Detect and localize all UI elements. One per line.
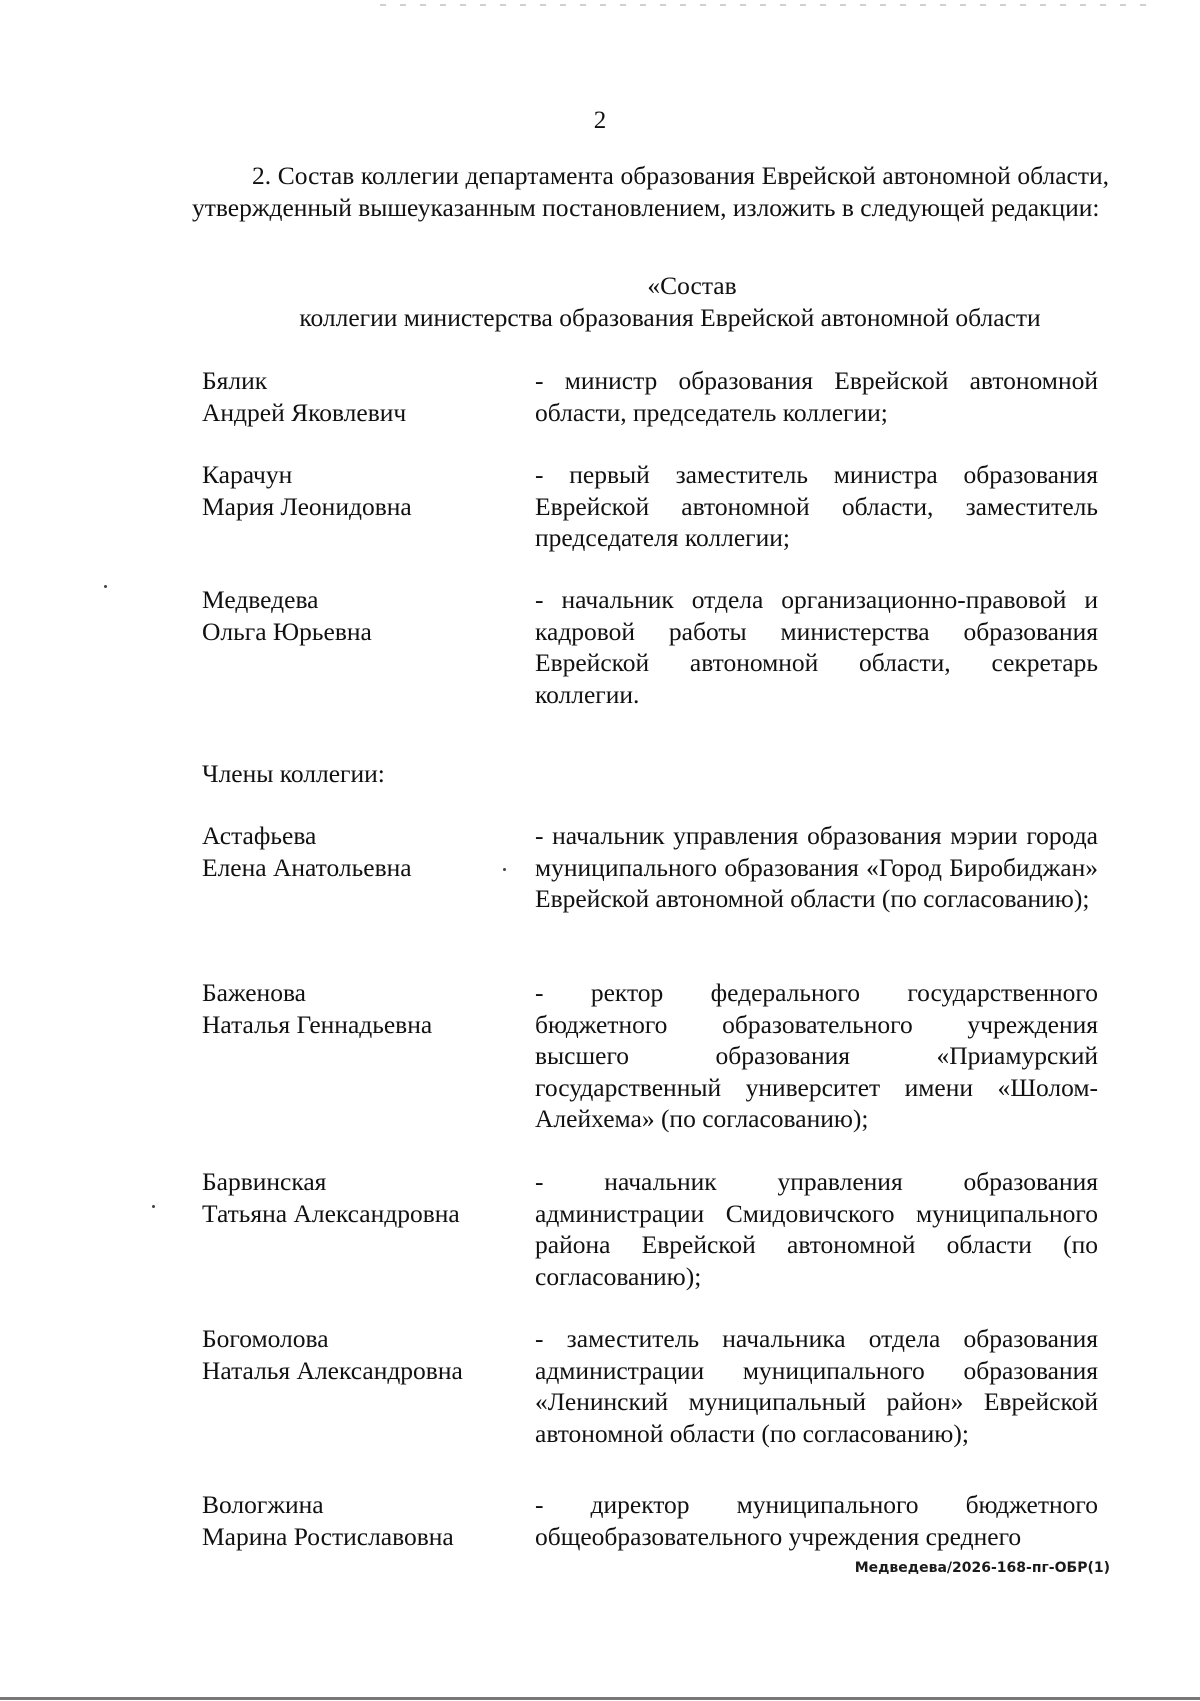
person-role: - первый заместитель министра образования Еврейской автономной области, заместитель председателя коллегии;	[535, 460, 1098, 552]
person-name	[202, 365, 532, 428]
members-label: Члены коллегии:	[202, 759, 385, 788]
person-role: - директор муниципального бюджетного общеобразовательного учреждения среднего	[535, 1490, 1098, 1551]
person-surname: Баженова	[202, 978, 306, 1007]
person-given-name: Мария Леонидовна	[202, 491, 412, 521]
person-name	[202, 584, 532, 647]
person-given-name: Ольга Юрьевна	[202, 616, 372, 646]
scan-speck	[152, 1205, 155, 1208]
person-surname: Богомолова	[202, 1324, 329, 1353]
person-given-name: Наталья Александровна	[202, 1355, 463, 1385]
person-name	[202, 1323, 532, 1386]
person-name	[202, 459, 532, 522]
person-role: - начальник отдела организационно-правовой и кадровой работы министерства образования Еврейской автономной области, секретарь коллегии.	[535, 585, 1098, 709]
person-given-name: Наталья Геннадьевна	[202, 1009, 433, 1039]
person-name	[202, 977, 532, 1040]
person-given-name: Татьяна Александровна	[202, 1198, 460, 1228]
person-given-name: Андрей Яковлевич	[202, 397, 407, 427]
person-given-name: Елена Анатольевна	[202, 852, 412, 882]
person-surname: Вологжина	[202, 1490, 324, 1519]
person-surname: Барвинская	[202, 1167, 327, 1196]
person-role: - заместитель начальника отдела образования администрации муниципального образования «Ленинский муниципальный район» Еврейской автономной области (по согласованию);	[535, 1324, 1098, 1448]
person-role: - начальник управления образования администрации Смидовичского муниципального района Еврейской автономной области (по согласованию);	[535, 1167, 1098, 1291]
composition-heading-line2: коллегии министерства образования Еврейской автономной области	[299, 303, 1041, 332]
person-surname: Астафьева	[202, 821, 317, 850]
person-surname: Медведева	[202, 585, 319, 614]
intro-paragraph: 2. Состав коллегии департамента образования Еврейской автономной области, утвержденный вышеуказанным постановлением, изложить в следующей редакции:	[192, 161, 1109, 222]
person-role: - министр образования Еврейской автономной области, председатель коллегии;	[535, 366, 1098, 427]
person-name	[202, 820, 532, 883]
person-name	[202, 1489, 532, 1552]
person-role: - начальник управления образования мэрии города муниципального образования «Город Биробиджан» Еврейской автономной области (по согласованию);	[535, 821, 1098, 913]
page-number: 2	[593, 107, 607, 134]
scan-speck	[104, 585, 107, 588]
scan-artifact-top	[380, 4, 1160, 6]
person-role: - ректор федерального государственного бюджетного образовательного учреждения высшего образования «Приамурский государственный университет имени «Шолом-Алейхема» (по согласованию);	[535, 978, 1098, 1133]
person-name	[202, 1166, 532, 1229]
scan-artifact-bottom	[0, 1697, 1200, 1700]
person-surname: Бялик	[202, 366, 268, 395]
person-given-name: Марина Ростиславовна	[202, 1521, 454, 1551]
composition-heading-line1: «Состав	[647, 271, 737, 300]
document-reference: Медведева/2026-168-пг-ОБР(1)	[854, 1560, 1110, 1576]
scan-speck	[503, 868, 506, 871]
person-surname: Карачун	[202, 460, 293, 489]
